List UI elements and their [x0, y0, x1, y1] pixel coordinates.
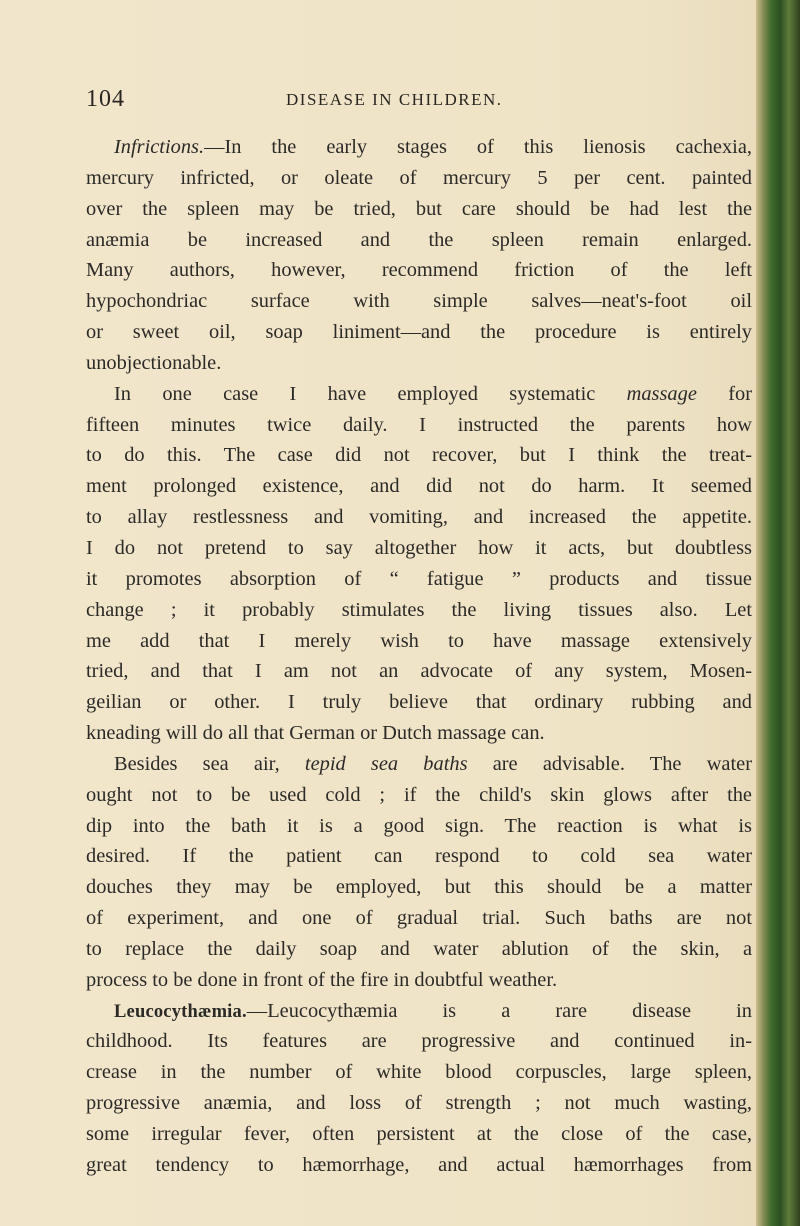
emphasis-tepid-sea-baths: tepid sea baths — [304, 752, 468, 775]
body-text — [86, 132, 752, 1181]
text-line: me add that I merely wish to have massage extensively — [86, 629, 752, 652]
text-line: Many authors, however, recommend friction of the left — [86, 259, 752, 282]
text-line: some irregular fever, often persistent at the close of the case, — [86, 1123, 752, 1145]
text-line: geilian or other. I truly believe that ordinary rubbing and — [86, 691, 752, 714]
text-line: of experiment, and one of gradual trial. Such baths are not — [86, 907, 752, 930]
text-line: hypochondriac surface with simple salves—neat's-foot oil — [86, 290, 752, 313]
text-line: childhood. Its features are progressive and continued in- — [86, 1030, 752, 1053]
text-line: it promotes absorption of “ fatigue ” products and tissue — [86, 567, 752, 590]
text-line: Infrictions.—In the early stages of this lienosis cachexia, — [114, 136, 752, 158]
text-line: douches they may be employed, but this should be a matter — [86, 876, 752, 899]
text-line: over the spleen may be tried, but care should be had lest the — [86, 197, 752, 220]
text-line: In one case I have employed systematic massage for — [114, 382, 752, 405]
text-line: tried, and that I am not an advocate of any system, Mosen- — [86, 660, 752, 683]
running-head: DISEASE IN CHILDREN. — [286, 90, 503, 109]
text-line: desired. If the patient can respond to cold sea water — [86, 845, 752, 868]
text-line: mercury infricted, or oleate of mercury 5 per cent. painted — [86, 166, 752, 189]
text-line: anæmia be increased and the spleen remain enlarged. — [86, 228, 752, 251]
text-line: dip into the bath it is a good sign. The reaction is what is — [86, 814, 752, 837]
text-line: Leucocythæmia.—Leucocythæmia is a rare disease in — [114, 999, 752, 1022]
text-line: or sweet oil, soap liniment—and the procedure is entirely — [86, 321, 752, 344]
text-line: Besides sea air, tepid sea baths are advisable. The water — [114, 752, 752, 775]
text-line: process to be done in front of the fire in doubtful weather. — [86, 968, 558, 991]
text-line: great tendency to hæmorrhage, and actual hæmorrhages from — [86, 1153, 752, 1176]
book-binding — [756, 0, 800, 1226]
text-line: fifteen minutes twice daily. I instructed the parents how — [86, 413, 752, 436]
text-line: change ; it probably stimulates the living tissues also. Let — [86, 598, 752, 621]
text-line: to do this. The case did not recover, but I think the treat- — [86, 444, 752, 467]
text-line: kneading will do all that German or Dutch massage can. — [86, 722, 545, 745]
text-line: to replace the daily soap and water ablution of the skin, a — [86, 937, 752, 960]
text-line: ment prolonged existence, and did not do harm. It seemed — [86, 475, 752, 498]
section-heading-infrictions: Infrictions. — [114, 136, 205, 158]
text-line: crease in the number of white blood corpuscles, large spleen, — [86, 1061, 752, 1084]
text-line: I do not pretend to say altogether how it acts, but doubtless — [86, 536, 752, 559]
page-header — [86, 86, 751, 120]
emphasis-massage: massage — [626, 382, 697, 405]
text-line: progressive anæmia, and loss of strength ; not much wasting, — [86, 1092, 752, 1115]
text-line: ought not to be used cold ; if the child's skin glows after the — [86, 783, 752, 806]
page-number: 104 — [86, 86, 125, 112]
text-line: unobjectionable. — [86, 351, 222, 374]
section-heading-leucocythaemia: Leucocythæmia. — [114, 1001, 247, 1022]
text-line: to allay restlessness and vomiting, and increased the appetite. — [86, 506, 752, 529]
